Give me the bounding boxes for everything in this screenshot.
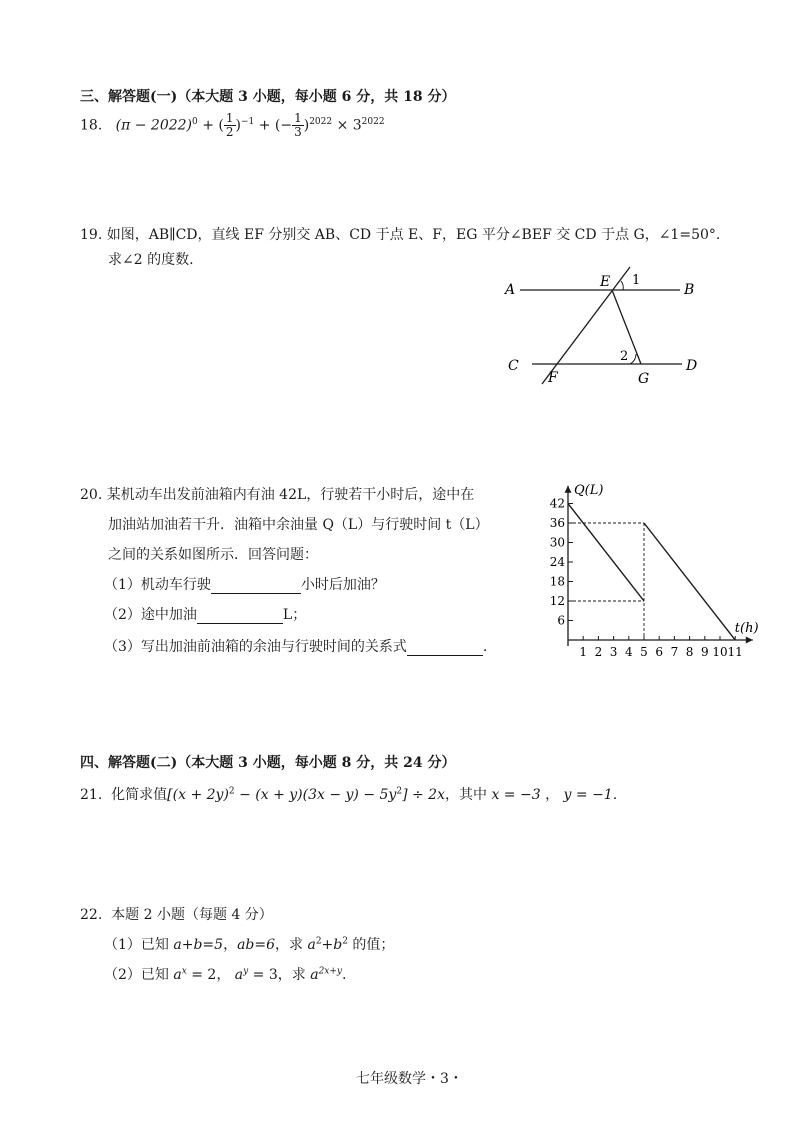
q18-three-exp: 2022: [361, 116, 385, 127]
q20-answer-blank-3[interactable]: [407, 639, 483, 656]
q22-s2-base1: a: [168, 967, 182, 983]
label-d: D: [686, 358, 698, 374]
chart-axes: [565, 486, 753, 646]
series-line: [568, 504, 644, 602]
chart-ticks: [550, 497, 743, 660]
q21-cond-y: y = −1: [559, 787, 613, 803]
q22-s1-ask: ，求: [275, 937, 304, 953]
q21-expr-c: ] ÷ 2x: [402, 787, 445, 803]
q20-sub2: [104, 604, 306, 624]
chart-guides: [568, 523, 644, 640]
q20-sub2-pre: （2）途中加油: [104, 607, 197, 623]
q18-times: × 3: [336, 117, 362, 134]
q22-sub1: [104, 934, 394, 954]
label-g: G: [638, 371, 650, 387]
label-b: B: [684, 282, 695, 298]
q22-s2-base2: a: [230, 967, 244, 983]
q20-sub3-post: .: [482, 639, 488, 655]
x-tick-label: 6: [655, 645, 664, 659]
q21-exp-a: 2: [228, 786, 235, 797]
q22-s1-c1: a+b=5: [168, 937, 224, 953]
question-20-line1: [80, 484, 474, 504]
q21-text-pre: 化简求值: [111, 787, 168, 803]
q20-sub1-pre: （1）机动车行驶: [104, 577, 211, 593]
label-c: C: [508, 358, 519, 374]
x-tick-label: 1: [579, 645, 588, 659]
label-e: E: [600, 274, 611, 290]
q22-number: 22.: [80, 907, 103, 923]
q22-s2-eq2: = 3: [248, 967, 278, 983]
q18-third-num: 1: [294, 111, 302, 125]
q20-answer-blank-2[interactable]: [197, 607, 283, 624]
question-18: [80, 112, 385, 139]
q21-expr-a: [(x + 2y): [167, 787, 229, 803]
x-tick-label: 2: [594, 645, 603, 659]
q18-half-fraction: [224, 112, 236, 139]
y-tick-label: 12: [549, 594, 565, 608]
q20-number: 20.: [80, 487, 103, 503]
series-line: [644, 523, 735, 640]
q22-s1-c2: ab=6: [237, 937, 276, 953]
x-tick-label: 3: [609, 645, 618, 659]
x-tick-label: 5: [640, 645, 648, 659]
x-tick-label: 9: [700, 645, 709, 659]
q20-sub2-post: L；: [282, 607, 307, 623]
x-axis-arrow: [746, 637, 753, 644]
angle-1-arc: [621, 281, 623, 290]
q22-s2-exp3: 2x+y: [318, 966, 343, 977]
q19-geometry-figure: [490, 262, 720, 392]
q19-text-line2: 求∠2 的度数.: [108, 252, 194, 268]
label-a: A: [505, 282, 516, 298]
x-tick-label: 4: [624, 645, 633, 659]
q18-plus-1: +: [202, 117, 214, 134]
x-tick-label: 10: [712, 645, 728, 659]
q18-half-close: ): [235, 117, 241, 134]
q20-text-line2: 加油站加油若干升．油箱中余油量 Q（L）与行驶时间 t（L）: [108, 517, 489, 533]
q22-s2-pre: （2）已知: [104, 967, 169, 983]
page-footer: 七年级数学・3・: [356, 1071, 463, 1087]
q20-answer-blank-1[interactable]: [211, 577, 301, 594]
q21-comma: ，: [540, 787, 560, 803]
q18-third-open: (−: [274, 117, 293, 134]
x-tick-label: 8: [685, 645, 694, 659]
q19-number: 19.: [80, 227, 103, 243]
q20-text-line1: 某机动车出发前油箱内有油 42L，行驶若干小时后，途中在: [106, 487, 475, 503]
y-tick-label: 42: [549, 496, 565, 511]
q20-text-line3: 之间的关系如图所示．回答问题：: [108, 547, 318, 563]
chart-y-axis-label: Q(L): [574, 482, 604, 498]
label-angle-2: 2: [620, 349, 629, 364]
q22-s1-pre: （1）已知: [104, 937, 169, 953]
angle-2-arc: [630, 354, 636, 364]
label-f: F: [548, 370, 558, 386]
q22-sub2: [104, 964, 346, 984]
chart-series: [568, 504, 735, 641]
y-tick-label: 24: [549, 555, 565, 569]
label-angle-1: 1: [632, 273, 641, 288]
line-ef: [542, 267, 630, 384]
x-tick-label: 7: [670, 645, 679, 659]
q22-s2-base3: a: [305, 967, 319, 983]
q18-third-exp: 2022: [309, 116, 333, 127]
q18-half-exp: −1: [240, 116, 255, 127]
y-tick-label: 18: [549, 574, 565, 589]
question-22: [80, 904, 273, 924]
q18-plus-2: +: [258, 117, 271, 134]
y-tick-label: 36: [549, 516, 565, 530]
q18-half-num: 1: [225, 111, 234, 125]
q20-sub3-pre: （3）写出加油前油箱的余油与行驶时间的关系式: [104, 639, 407, 655]
y-tick-label: 30: [549, 535, 565, 550]
y-axis-arrow: [565, 486, 572, 493]
question-21: [80, 784, 617, 804]
chart-x-axis-label: t(h): [734, 621, 759, 636]
section4-heading: 四、解答题(二)（本大题 3 小题，每小题 8 分，共 24 分）: [80, 755, 456, 771]
q21-expr-b: − (x + y)(3x − y) − 5y: [234, 787, 397, 803]
q21-text-mid: ，其中: [445, 787, 487, 803]
q18-third-fraction: [292, 112, 304, 139]
q20-sub1: [104, 574, 385, 594]
q18-third-den: 3: [294, 125, 302, 139]
q18-pi-term: (π − 2022): [115, 117, 193, 134]
q20-sub1-post: 小时后加油？: [300, 577, 385, 593]
q22-s2-sep: ，: [216, 967, 231, 983]
q22-s1-b-exp: 2: [342, 936, 348, 947]
q21-end: .: [612, 787, 618, 803]
x-tick-label: 11: [727, 645, 743, 659]
q18-number: 18.: [80, 117, 103, 134]
section3-heading: 三、解答题(一)（本大题 3 小题，每小题 6 分，共 18 分）: [80, 89, 456, 105]
q21-number: 21.: [80, 787, 103, 803]
q22-s1-plus: +b: [321, 937, 343, 953]
q18-half-den: 2: [225, 125, 234, 139]
q18-third-close: ): [303, 117, 310, 134]
q22-s2-eq1: = 2: [186, 967, 217, 983]
q22-s1-a-exp: 2: [315, 936, 322, 947]
q22-s2-ask: ，求: [277, 967, 306, 983]
q20-fuel-chart: [536, 476, 759, 668]
q22-s2-exp2: y: [243, 966, 249, 977]
q22-s1-a: a: [303, 937, 316, 953]
q22-s2-exp1: x: [181, 966, 187, 977]
q22-s2-end: .: [342, 967, 347, 983]
q21-cond-x: x = −3: [487, 787, 541, 803]
question-19-line1: [80, 224, 720, 244]
q22-s1-end: 的值；: [347, 937, 395, 953]
q18-half-open: (: [218, 117, 224, 134]
q22-intro: 本题 2 小题（每题 4 分）: [111, 907, 273, 923]
q20-sub3: [104, 636, 487, 656]
q21-exp-b: 2: [396, 786, 403, 797]
q19-text-line1: 如图，AB∥CD，直线 EF 分别交 AB、CD 于点 E、F，EG 平分∠BEF 交 CD 于点 G，∠1=50°.: [106, 227, 721, 243]
y-tick-label: 6: [557, 613, 565, 628]
q18-pi-exp: 0: [192, 116, 198, 127]
q22-s1-sep: ，: [223, 937, 238, 953]
